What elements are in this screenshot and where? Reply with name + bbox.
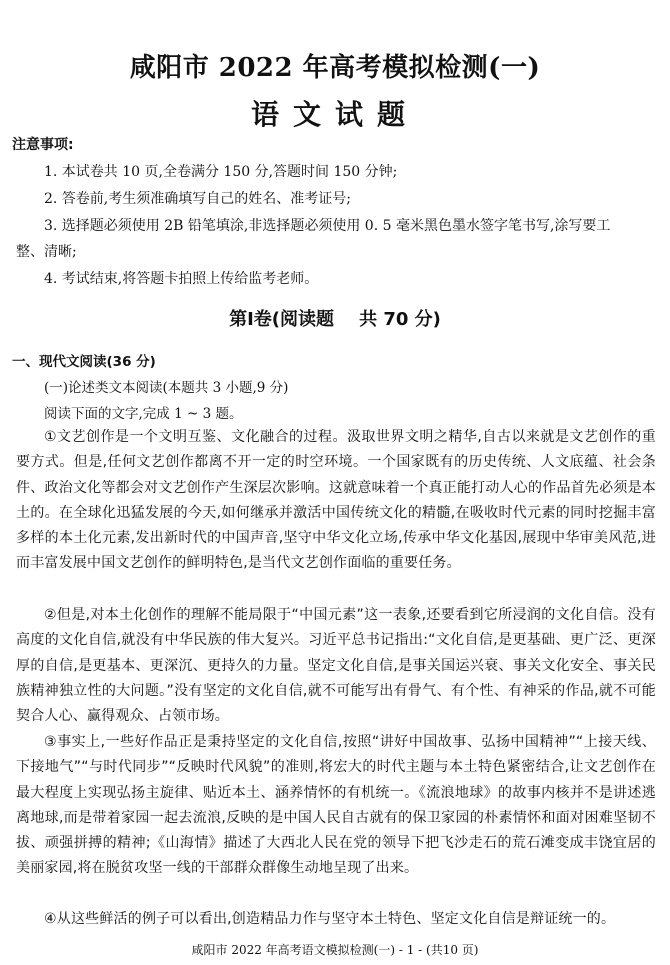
exam-title: 咸阳市 2022 年高考模拟检测(一) <box>129 53 541 83</box>
part-title: 第Ⅰ卷(阅读题 共 70 分) <box>229 309 441 330</box>
paragraph-1: ①文艺创作是一个文明互鉴、文化融合的过程。汲取世界文明之精华,自古以来就是文艺创作的重要方式。但是,任何文艺创作都离不开一定的时空环境。一个国家既有的历史传统、人文底蕴、社会条件、政治文化等都会对文艺创作产生深层次影响。这就意味着一个真正能打动人心的作品首先必须是本土的。在全球化迅猛发展的今天,如何继承并激活中国传统文化的精髓,在吸收时代元素的同时挖掘丰富多样的本土化元素,发出新时代的中国声音,坚守中华文化立场,传承中华文化基因,展现中华审美风范,进而丰富发展中国文艺创作的鲜明特色,是当代文艺创作面临的重要任务。 <box>16 429 656 572</box>
notice-item-4: 4. 考试结束,将答题卡拍照上传给监考老师。 <box>44 271 319 287</box>
paragraph-2: ②但是,对本土化创作的理解不能局限于“中国元素”这一表象,还要看到它所浸润的文化自信。没有高度的文化自信,就没有中华民族的伟大复兴。习近平总书记指出:“文化自信,是更基础、更广泛、更深厚的自信,是更基本、更深沉、更持久的力量。坚定文化自信,是事关国运兴衰、事关文化安全、事关民族精神独立性的大问题。”没有坚定的文化自信,就不可能写出有骨气、有个性、有神采的作品,就不可能契合人心、赢得观众、占领市场。 <box>16 607 656 725</box>
reading-instruction: 阅读下面的文字,完成 1 ~ 3 题。 <box>44 406 243 422</box>
section-subheading: (一)论述类文本阅读(本题共 3 小题,9 分) <box>44 380 289 396</box>
paragraph-4: ④从这些鲜活的例子可以看出,创造精品力作与坚守本土特色、坚定文化自信是辩证统一的。 <box>44 911 616 927</box>
notice-item-3: 3. 选择题必须使用 2B 铅笔填涂,非选择题必须使用 0. 5 毫米黑色墨水签字笔书写,涂写要工 <box>44 218 611 234</box>
notice-item-3-continued: 整、清晰; <box>16 244 77 260</box>
paragraph-3: ③事实上,一些好作品正是秉持坚定的文化自信,按照“讲好中国故事、弘扬中国精神”“上接天线、下接地气”“与时代同步”“反映时代风貌”的准则,将宏大的时代主题与本土特色紧密结合,让文艺创作在最大程度上实现弘扬主旋律、贴近本土、涵养情怀的有机统一。《流浪地球》的故事内核并不是讲述逃离地球,而是带着家园一起去流浪,反映的是中国人民自古就有的保卫家园的朴素情怀和面对困难坚韧不拔、顽强拼搏的精神;《山海情》描述了大西北人民在党的领导下把飞沙走石的荒石滩变成丰饶宜居的美丽家园,将在脱贫攻坚一线的干部群众群像生动地呈现了出来。 <box>16 734 656 877</box>
notice-item-2: 2. 答卷前,考生须准确填写自己的姓名、准考证号; <box>44 191 351 207</box>
notice-heading: 注意事项: <box>12 137 74 153</box>
subject-title: 语文试题 <box>250 98 419 131</box>
page-footer: 咸阳市 2022 年高考语文模拟检测(一) - 1 - (共10 页) <box>191 943 479 957</box>
section-heading: 一、现代文阅读(36 分) <box>12 354 156 370</box>
notice-item-1: 1. 本试卷共 10 页,全卷满分 150 分,答题时间 150 分钟; <box>44 164 398 180</box>
